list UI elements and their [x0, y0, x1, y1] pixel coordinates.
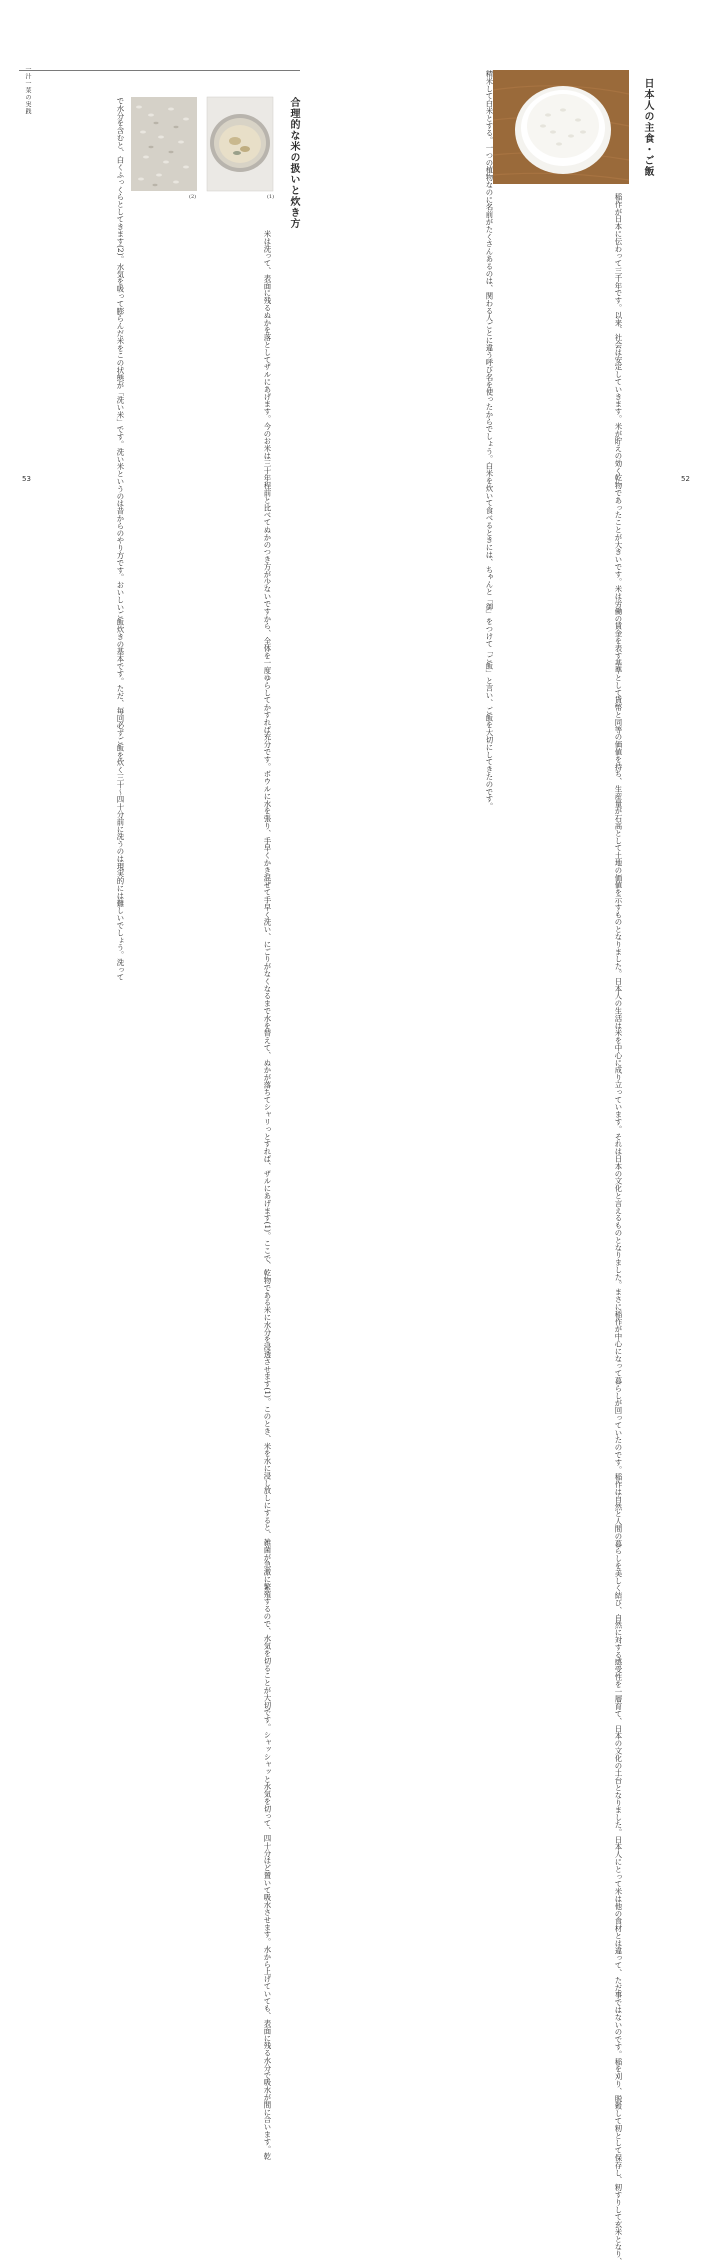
chapter-title: 日本人の主食・ご飯 — [642, 78, 653, 177]
body-text-top-left: で水分を含むと、白くふっくらとしてきます(2)。水気を吸って膨らんだ米をこの状態が「洗い米」です。洗い米というのは昔からのやり方です。おいしいご飯炊きの基本です。ただ、毎回必ずご飯を炊く三十〜四十分前に洗うのは現実的には難しいでしょう。洗って — [116, 97, 125, 981]
section-title: 合理的な米の扱いと炊き方 — [288, 97, 299, 229]
running-head: 一汁一菜の実践 — [24, 66, 31, 115]
photo-caption-1: (1) — [267, 194, 275, 200]
rice-strainer-photo — [207, 97, 273, 191]
page-number-left: 53 — [22, 475, 31, 483]
left-page — [0, 0, 360, 2161]
body-text-main-left: 米は洗って、表面に残るぬかを落としてザルにあげます。今のお米は三十年程前と比べてぬかのつき方が少ないですから、全体を一度ゆらしてかすれば充分です。ボウルに水を張り、手早くかき混ぜて手早く洗い、にごりがなくなるまで水を替えて、ぬかが落ちてシャリっとすれば、ザルにあげます(1)。ここで、乾物である米に水分を浸透させます(1)。このとき、米を水に浸し放しにすると、雑菌が急激に繁殖するので、水気を切ることが大切です。シャッシャッと水気を切って、四十分ほど置いて吸水させます。水から上げていても、表面に残る水分で吸水が間に合います。乾 — [263, 230, 272, 2161]
body-text-main-right: 稲作が日本に伝わって三千年です。以来、社会は安定していきます。米が貯えの効く乾物であったことが大きいです。米は労働の賃金を表す基準として貨幣と同等の価値を持ち、生産量が石高として土地の価値を示すものとなりました。日本人の生活は米を中心に成り立っています。それは日本の文化と言えるものとなりました。まさに稲作が中心になって暮らしが回っていたのです。稲作は自然と人間の暮らしを美しく結び、自然に対する感受性を一層育て、日本の文化の土台となりました。日本人にとって米は他の食材とは違って、ただ事ではないのです。稲を刈り、脱穀して籾として保存し、籾すりして玄米となり、 — [614, 193, 623, 2265]
photo-caption-2: (2) — [189, 194, 197, 200]
header-rule — [19, 70, 300, 71]
page-number-right: 52 — [681, 475, 690, 483]
body-text-top-right: 精米して白米とする。一つの植物なのに名前がたくさんあるのは、関わる人ごとに違う呼び名を使ったからでしょう。白米を炊いて食べるときには、ちゃんと「御」をつけて「ご飯」と言い、ご飯を大切にしてきたのです。 — [485, 70, 494, 810]
washed-rice-photo — [131, 97, 197, 191]
rice-bowl-photo — [493, 70, 629, 184]
